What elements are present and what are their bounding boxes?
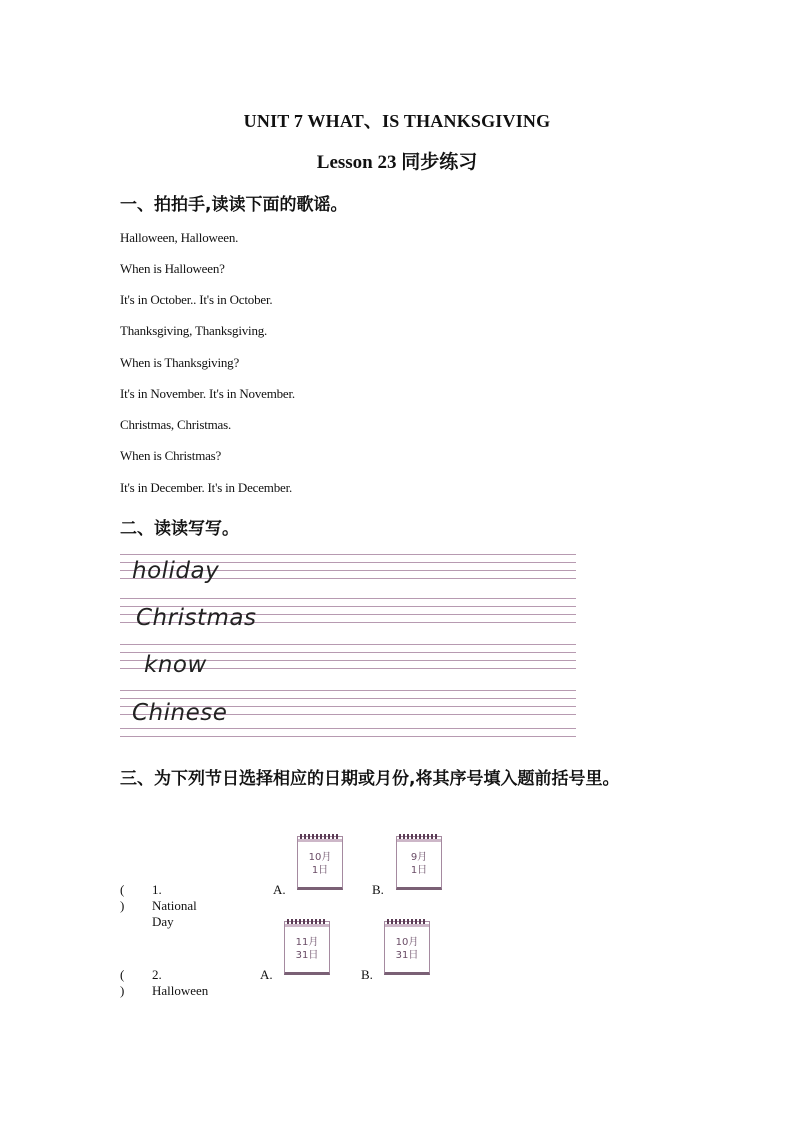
chant-line: It's in October.. It's in October. [120,292,273,307]
question-text: 2. Halloween [152,967,209,998]
option-b-label: B. [372,882,384,897]
calendar-month: 10月 [395,937,419,948]
answer-blank[interactable]: ( ) [120,967,125,998]
calendar-day: 31日 [395,950,419,961]
calendar-icon-option-a[interactable] [297,836,343,890]
option-b-label: B. [361,967,373,982]
calendar-day: 1日 [410,865,428,876]
chant-line: When is Halloween? [120,261,225,276]
chant-line: It's in November. It's in November. [120,386,295,401]
document-title: UNIT 7 WHAT、IS THANKSGIVING [243,111,551,131]
calendar-icon-option-a[interactable] [284,921,330,975]
handwriting-practice-lines [120,548,576,740]
section2-heading: 二、读读写写。 [120,519,239,539]
calendar-month: 9月 [410,852,428,863]
answer-blank[interactable]: ( ) [120,882,125,913]
calendar-day: 31日 [295,950,319,961]
chant-line: Thanksgiving, Thanksgiving. [120,323,268,338]
calendar-icon-option-b[interactable] [396,836,442,890]
option-a-label: A. [260,967,273,982]
calendar-month: 11月 [295,937,319,948]
handwritten-word-chinese: Chinese [132,700,228,726]
handwritten-word-holiday: holiday [132,558,220,584]
option-a-label: A. [273,882,286,897]
chant-line: Christmas, Christmas. [120,417,231,432]
handwritten-word-christmas: Christmas [136,605,257,631]
chant-line: Halloween, Halloween. [120,230,239,245]
calendar-day: 1日 [311,865,329,876]
question-text: 1. National Day [152,882,197,929]
chant-line: When is Thanksgiving? [120,355,240,370]
chant-line: When is Christmas? [120,448,222,463]
section3-heading: 三、为下列节日选择相应的日期或月份,将其序号填入题前括号里。 [120,769,620,789]
section1-heading: 一、拍拍手,读读下面的歌谣。 [120,195,348,215]
handwritten-word-know: know [144,652,207,678]
chant-line: It's in December. It's in December. [120,480,293,495]
lesson-subtitle: Lesson 23 同步练习 [316,152,478,173]
calendar-icon-option-b[interactable] [384,921,430,975]
calendar-month: 10月 [308,852,332,863]
